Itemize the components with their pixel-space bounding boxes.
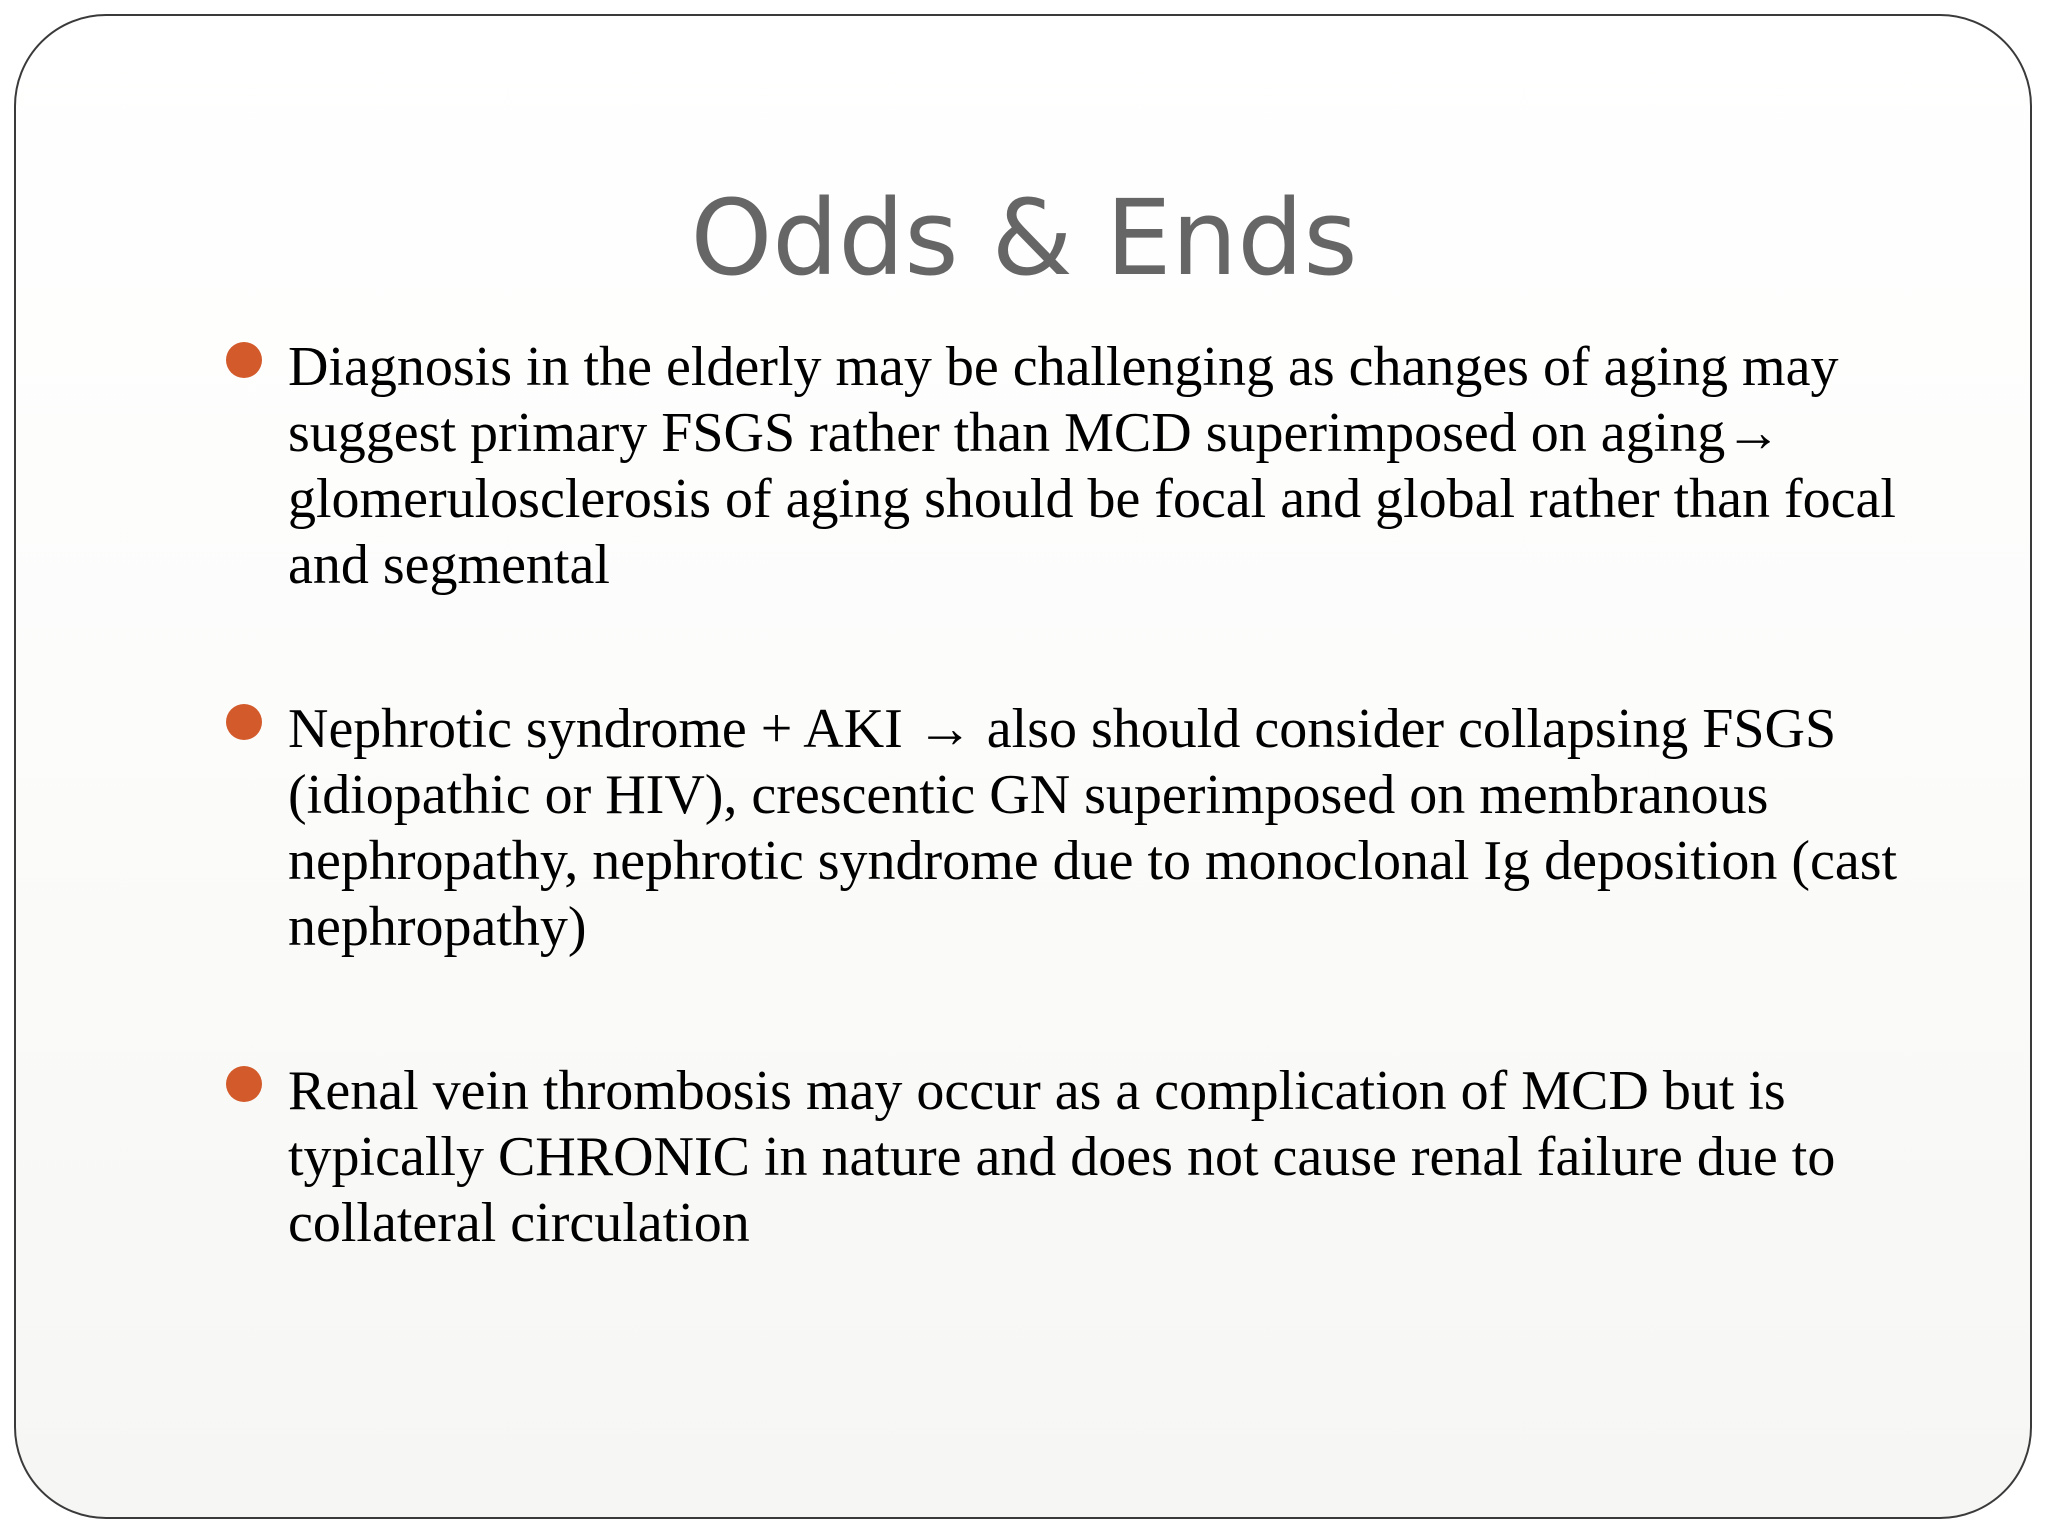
bullet-dot-icon xyxy=(226,1066,262,1102)
bullet-item xyxy=(226,334,1966,598)
slide-title: Odds & Ends xyxy=(690,177,1358,299)
bullet-item xyxy=(226,696,1966,960)
bullet-text: Renal vein thrombosis may occur as a complication of MCD but is typically CHRONIC in nature and does not cause renal failure due to collateral circulation xyxy=(288,1060,1836,1254)
bullet-text: Diagnosis in the elderly may be challenging as changes of aging may suggest primary FSGS rather than MCD superimposed on aging→ glomerulosclerosis of aging should be focal and global rather than focal and segmental xyxy=(288,336,1896,596)
bullet-item xyxy=(226,1058,1966,1256)
bullet-dot-icon xyxy=(226,342,262,378)
bullet-list xyxy=(226,334,1966,1256)
bullet-dot-icon xyxy=(226,704,262,740)
bullet-text: Nephrotic syndrome + AKI → also should consider collapsing FSGS (idiopathic or HIV), crescentic GN superimposed on membranous nephropathy, nephrotic syndrome due to monoclonal Ig deposition (cast nephropathy) xyxy=(288,698,1898,958)
